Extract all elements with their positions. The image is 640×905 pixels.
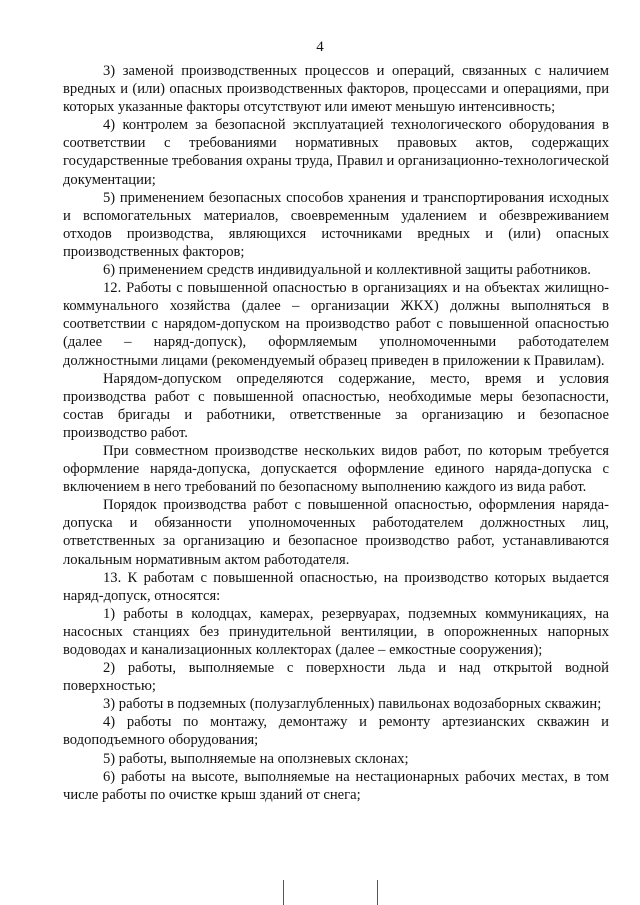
paragraph: 5) работы, выполняемые на оползневых склонах;	[103, 750, 409, 767]
paragraph: 6) работы на высоте, выполняемые на нестационарных рабочих местах, в том числе работы по очистке крыш зданий от снега;	[63, 768, 609, 803]
paragraph: 1) работы в колодцах, камерах, резервуарах, подземных коммуникациях, на насосных станциях без принудительной вентиляции, в опорожненных напорных водоводах и канализационных коллекторах (далее – емкостные сооружения);	[63, 605, 609, 658]
paragraph: 3) работы в подземных (полузаглубленных) павильонах водозаборных скважин;	[103, 696, 602, 713]
paragraph: 4) работы по монтажу, демонтажу и ремонту артезианских скважин и водоподъемного оборудования;	[63, 714, 609, 749]
paragraph: 5) применением безопасных способов хранения и транспортирования исходных и вспомогательных материалов, своевременным удалением и обезвреживанием отходов производства, являющихся источниками вредных и (или) опасных производственных факторов;	[63, 189, 609, 260]
paragraph: 3) заменой производственных процессов и операций, связанных с наличием вредных и (или) опасных производственных факторов, процессами и операциями, при которых указанные факторы отсутствуют или имеют меньшую интенсивность;	[63, 63, 609, 116]
paragraph: 2) работы, выполняемые с поверхности льда и над открытой водной поверхностью;	[63, 660, 609, 695]
paragraph: 13. К работам с повышенной опасностью, на производство которых выдается наряд-допуск, относятся:	[63, 569, 609, 604]
paragraph: 12. Работы с повышенной опасностью в организациях и на объектах жилищно-коммунального хозяйства (далее – организации ЖКХ) должны выполняться в соответствии с нарядом-допуском на производство работ с повышенной опасностью (далее – наряд-допуск), оформляемым уполномоченными работодателем должностными лицами (рекомендуемый образец приведен в приложении к Правилам).	[63, 280, 609, 369]
document-body	[63, 62, 609, 804]
scan-artifact-line	[377, 880, 378, 905]
paragraph: Нарядом-допуском определяются содержание, место, время и условия производства работ с повышенной опасностью, необходимые меры безопасности, состав бригады и работники, ответственные за организацию и безопасное производство работ.	[63, 370, 609, 441]
page-number: 4	[316, 39, 324, 55]
paragraph: 4) контролем за безопасной эксплуатацией технологического оборудования в соответствии с требованиями нормативных правовых актов, содержащих государственные требования охраны труда, Правил и организационно-технологической документации;	[63, 117, 609, 188]
paragraph: 6) применением средств индивидуальной и коллективной защиты работников.	[103, 262, 591, 279]
paragraph: При совместном производстве нескольких видов работ, по которым требуется оформление наряда-допуска, допускается оформление единого наряда-допуска с включением в него требований по безопасному выполнению каждого из вида работ.	[63, 442, 609, 496]
scan-artifact-line	[283, 880, 284, 905]
paragraph: Порядок производства работ с повышенной опасностью, оформления наряда-допуска и обязанности уполномоченных работодателем должностных лиц, ответственных за организацию и безопасное производство работ, устанавливаются локальным нормативным актом работодателя.	[63, 497, 609, 568]
